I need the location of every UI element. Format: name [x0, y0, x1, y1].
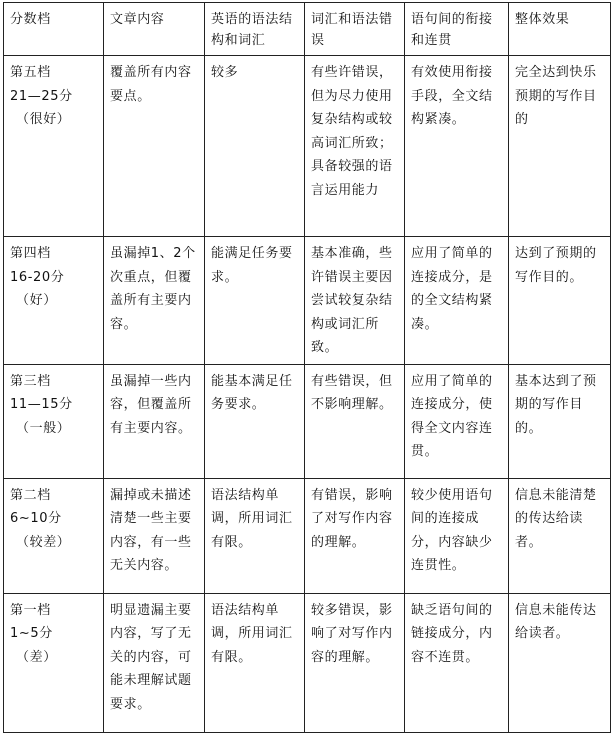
header-cell-score-level: 分数档: [4, 3, 104, 56]
effect-cell: 基本达到了预期的写作目的。: [509, 364, 611, 478]
level-name: 第四档: [10, 246, 51, 261]
content-cell: 漏掉或未描述清楚一些主要内容，有一些无关内容。: [104, 478, 205, 593]
grammar-cell: 能基本满足任务要求。: [205, 364, 305, 478]
content-cell: 覆盖所有内容要点。: [104, 56, 205, 237]
level-tag: （较差）: [16, 534, 71, 550]
level-tag: （一般）: [16, 420, 71, 436]
score-level-cell: [4, 478, 104, 593]
header-cell-overall-effect: 整体效果: [509, 3, 611, 56]
table-row: [4, 56, 611, 237]
cohesion-cell: 有效使用衔接手段，全文结构紧凑。: [405, 56, 509, 237]
content-cell: 虽漏掉一些内容，但覆盖所有主要内容。: [104, 364, 205, 478]
score-level-cell: [4, 593, 104, 732]
level-name: 第一档: [10, 602, 51, 618]
effect-cell: 信息未能清楚的传达给读者。: [509, 478, 611, 593]
effect-cell: 达到了预期的写作目的。: [509, 237, 611, 365]
level-range: 21—25分: [10, 88, 73, 104]
cohesion-cell: 应用了简单的连接成分，是的全文结构紧凑。: [405, 237, 509, 365]
score-level-cell: [4, 364, 104, 478]
content-cell: 虽漏掉1、2个次重点，但覆盖所有主要内容。: [104, 237, 205, 365]
grammar-cell: 较多: [205, 56, 305, 237]
level-range: 6~10分: [10, 511, 62, 526]
errors-cell: 较多错误，影响了对写作内容的理解。: [305, 593, 405, 732]
level-range: 11—15分: [10, 397, 73, 412]
score-level-cell: [4, 56, 104, 237]
table-row: [4, 364, 611, 478]
level-tag: （很好）: [16, 112, 71, 127]
level-range: 1~5分: [10, 626, 53, 641]
header-cell-errors: 词汇和语法错误: [305, 3, 405, 56]
table-row: [4, 593, 611, 732]
level-tag: （差）: [16, 649, 57, 665]
score-level-cell: [4, 237, 104, 365]
errors-cell: 有错误，影响了对写作内容的理解。: [305, 478, 405, 593]
cohesion-cell: 较少使用语句间的连接成分，内容缺少连贯性。: [405, 478, 509, 593]
errors-cell: 有些错误，但不影响理解。: [305, 364, 405, 478]
level-name: 第五档: [10, 65, 51, 80]
level-range: 16-20分: [10, 269, 65, 285]
table-row: [4, 478, 611, 593]
effect-cell: 完全达到快乐预期的写作目的: [509, 56, 611, 237]
errors-cell: 基本准确，些许错误主要因尝试较复杂结构或词汇所致。: [305, 237, 405, 365]
header-row: [4, 3, 611, 56]
level-tag: （好）: [16, 293, 57, 308]
grammar-cell: 能满足任务要求。: [205, 237, 305, 365]
grammar-cell: 语法结构单调，所用词汇有限。: [205, 478, 305, 593]
effect-cell: 信息未能传达给读者。: [509, 593, 611, 732]
level-name: 第二档: [10, 487, 51, 503]
cohesion-cell: 缺乏语句间的链接成分，内容不连贯。: [405, 593, 509, 732]
cohesion-cell: 应用了简单的连接成分，使得全文内容连贯。: [405, 364, 509, 478]
scoring-rubric-table: [3, 2, 611, 733]
header-cell-content: 文章内容: [104, 3, 205, 56]
level-name: 第三档: [10, 373, 51, 389]
errors-cell: 有些许错误，但为尽力使用复杂结构或较高词汇所致；具备较强的语言运用能力: [305, 56, 405, 237]
table-row: [4, 237, 611, 365]
content-cell: 明显遗漏主要内容，写了无关的内容，可能未理解试题要求。: [104, 593, 205, 732]
grammar-cell: 语法结构单调，所用词汇有限。: [205, 593, 305, 732]
header-cell-grammar-vocabulary: 英语的语法结构和词汇: [205, 3, 305, 56]
header-cell-cohesion: 语句间的衔接和连贯: [405, 3, 509, 56]
